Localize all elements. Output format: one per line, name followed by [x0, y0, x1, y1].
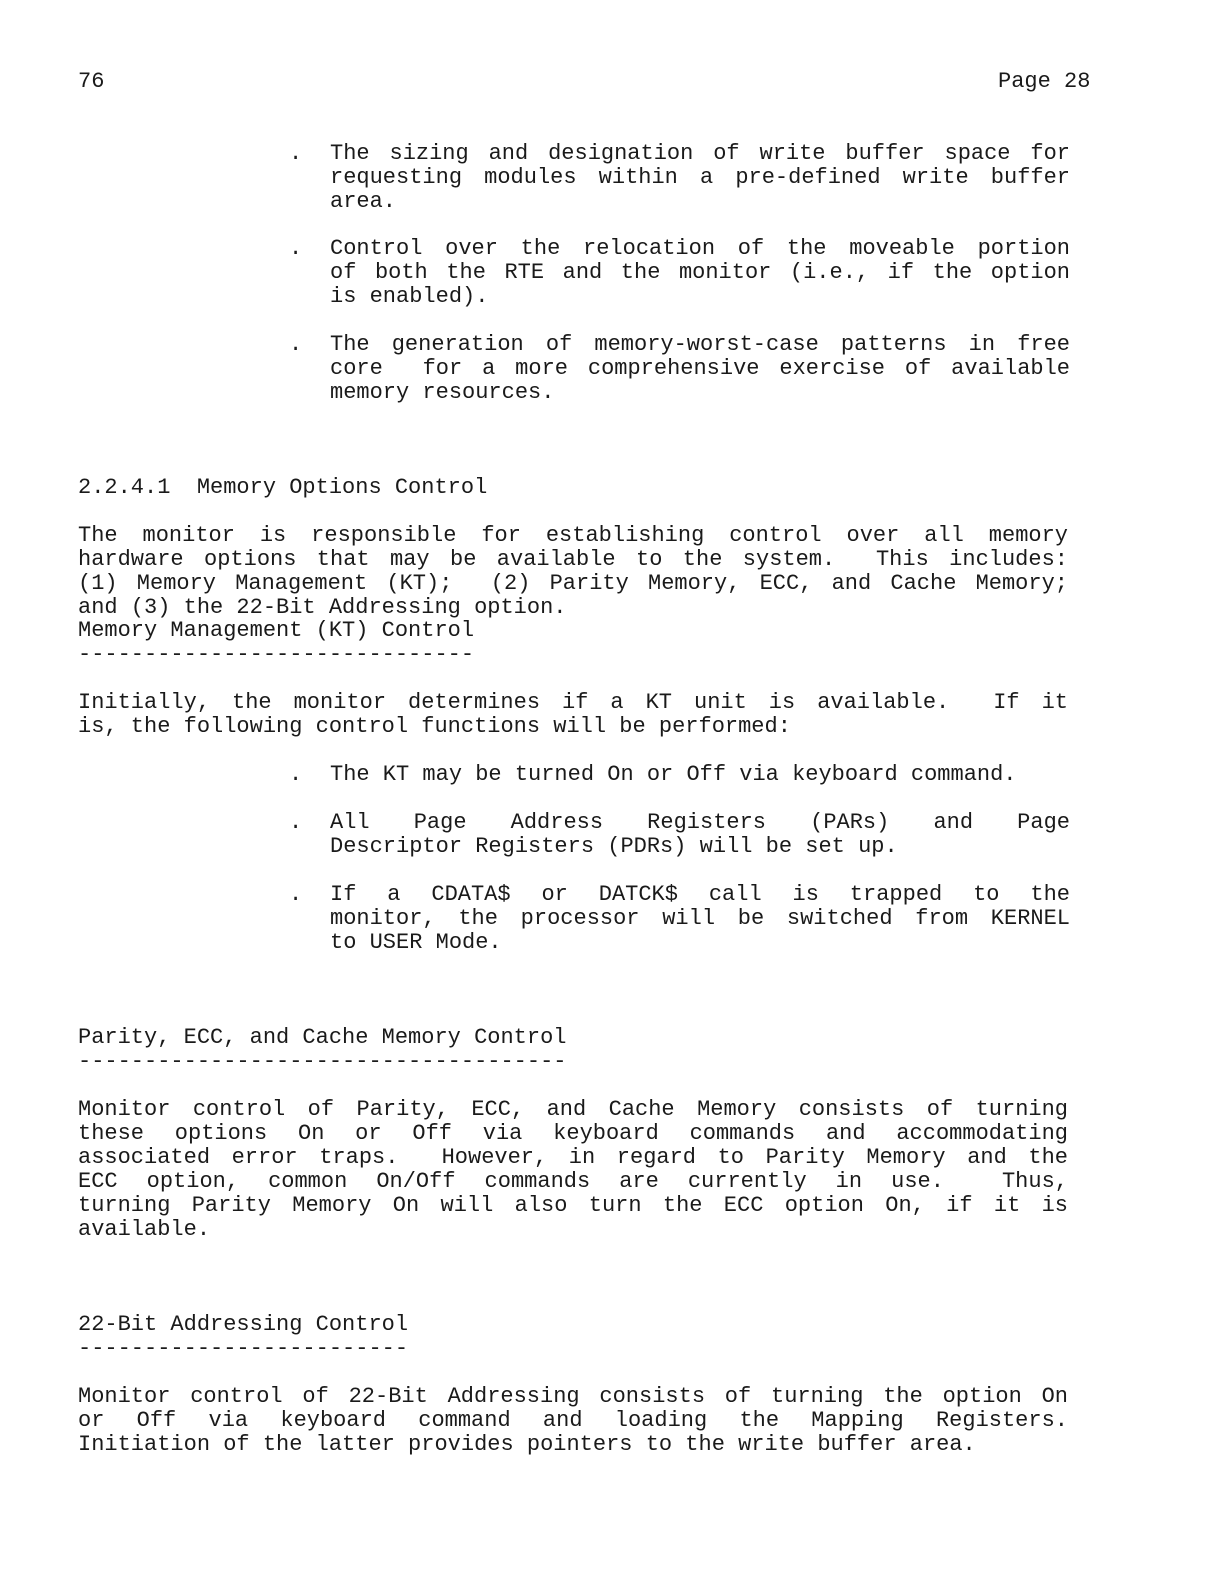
- bullet-marker: .: [289, 332, 303, 357]
- intro-paragraph: [78, 524, 1068, 620]
- bullet-line: memory resources.: [330, 380, 555, 405]
- bullet-marker: .: [289, 882, 303, 907]
- paragraph-line: is, the following control functions will be performed:: [78, 714, 791, 739]
- bullet-marker: .: [289, 236, 303, 261]
- paragraph-line: and (3) the 22-Bit Addressing option.: [78, 595, 567, 620]
- bullet-line: The generation of memory-worst-case patterns in free: [330, 332, 1070, 357]
- bullet-marker: .: [289, 141, 303, 166]
- addressing-paragraph: [78, 1385, 1068, 1457]
- bullet-line: area.: [330, 189, 397, 214]
- paragraph-line: Initially, the monitor determines if a KT unit is available. If it: [78, 690, 1068, 715]
- bullet-line: requesting modules within a pre-defined write buffer: [330, 165, 1070, 190]
- bullet-marker: .: [289, 810, 303, 835]
- paragraph-line: Monitor control of 22-Bit Addressing consists of turning the option On: [78, 1384, 1068, 1409]
- bullet-line: to USER Mode.: [330, 930, 502, 955]
- bullet-item: [330, 763, 1070, 787]
- parity-paragraph: [78, 1098, 1068, 1242]
- bullet-line: is enabled).: [330, 284, 489, 309]
- bullet-item: [330, 142, 1070, 214]
- bullet-line: Control over the relocation of the moveable portion: [330, 236, 1070, 261]
- kt-heading: Memory Management (KT) Control: [78, 618, 475, 643]
- bullet-line: If a CDATA$ or DATCK$ call is trapped to the: [330, 882, 1070, 907]
- bullet-line: core for a more comprehensive exercise of available: [330, 356, 1070, 381]
- kt-heading-underline: ------------------------------: [78, 642, 475, 667]
- paragraph-line: ECC option, common On/Off commands are currently in use. Thus,: [78, 1169, 1068, 1194]
- paragraph-line: (1) Memory Management (KT); (2) Parity Memory, ECC, and Cache Memory;: [78, 571, 1068, 596]
- bullet-item: [330, 811, 1070, 859]
- kt-paragraph: [78, 691, 1068, 739]
- bullet-line: All Page Address Registers (PARs) and Page: [330, 810, 1070, 835]
- bullet-item: [330, 883, 1070, 955]
- parity-heading-underline: -------------------------------------: [78, 1049, 567, 1074]
- paragraph-line: The monitor is responsible for establishing control over all memory: [78, 523, 1068, 548]
- page-number-left: 76: [78, 69, 105, 94]
- bullet-line: The KT may be turned On or Off via keyboard command.: [330, 762, 1017, 787]
- parity-heading: Parity, ECC, and Cache Memory Control: [78, 1025, 567, 1050]
- paragraph-line: associated error traps. However, in regard to Parity Memory and the: [78, 1145, 1068, 1170]
- bullet-line: The sizing and designation of write buffer space for: [330, 141, 1070, 166]
- paragraph-line: available.: [78, 1217, 211, 1242]
- bullet-line: Descriptor Registers (PDRs) will be set up.: [330, 834, 898, 859]
- paragraph-line: these options On or Off via keyboard commands and accommodating: [78, 1121, 1068, 1146]
- bullet-item: [330, 333, 1070, 405]
- addressing-heading: 22-Bit Addressing Control: [78, 1312, 409, 1337]
- bullet-line: of both the RTE and the monitor (i.e., if the option: [330, 260, 1070, 285]
- paragraph-line: or Off via keyboard command and loading the Mapping Registers.: [78, 1408, 1068, 1433]
- paragraph-line: Initiation of the latter provides pointers to the write buffer area.: [78, 1432, 976, 1457]
- page-number-right: Page 28: [998, 69, 1091, 94]
- paragraph-line: turning Parity Memory On will also turn the ECC option On, if it is: [78, 1193, 1068, 1218]
- paragraph-line: Monitor control of Parity, ECC, and Cache Memory consists of turning: [78, 1097, 1068, 1122]
- bullet-line: monitor, the processor will be switched from KERNEL: [330, 906, 1070, 931]
- section-heading: 2.2.4.1 Memory Options Control: [78, 475, 488, 500]
- addressing-heading-underline: -------------------------: [78, 1336, 409, 1361]
- paragraph-line: hardware options that may be available to the system. This includes:: [78, 547, 1068, 572]
- bullet-item: [330, 237, 1070, 309]
- bullet-marker: .: [289, 762, 303, 787]
